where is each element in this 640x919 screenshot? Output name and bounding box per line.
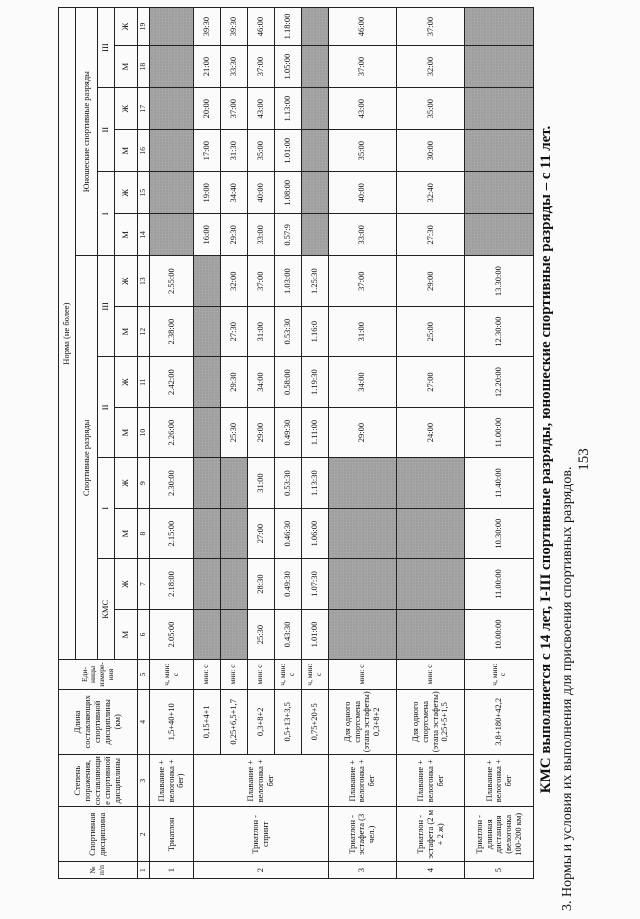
header-f: Ж [115, 172, 138, 214]
norm-cell: 11.40:00 [465, 458, 534, 508]
norm-cell: 12.20:00 [465, 357, 534, 407]
length-cell: 0,25+6,5+1,7 [220, 689, 247, 754]
norms-table [58, 7, 534, 879]
table-row [247, 8, 274, 879]
norm-cell: 27:30 [397, 214, 465, 256]
norm-cell: 31:00 [247, 306, 274, 356]
empty-shaded-cell [328, 508, 396, 558]
norm-cell: 27:00 [247, 508, 274, 558]
norm-cell: 37:00 [328, 256, 396, 306]
norm-cell: 0.53:30 [274, 458, 301, 508]
norm-cell: 1.13:00 [274, 88, 301, 130]
degree-cell: Плавание + велогонка + бег [193, 754, 328, 807]
norm-cell: 29:00 [397, 256, 465, 306]
header-youth-rank-3: III [98, 8, 115, 88]
column-number: 10 [137, 407, 149, 457]
degree-cell: Плавание + велогонка + бег) [150, 754, 194, 807]
header-length: Длина составляющих спортивной дисциплины (км) [59, 689, 138, 754]
norm-cell: 35:00 [397, 88, 465, 130]
length-cell: Для одного спортсмена (этапа эстафеты) 0,3+8+2 [328, 689, 396, 754]
empty-shaded-cell [193, 609, 220, 659]
empty-shaded-cell [301, 46, 328, 88]
norm-cell: 35:00 [247, 130, 274, 172]
norm-cell: 43:00 [247, 88, 274, 130]
norm-cell: 40:00 [247, 172, 274, 214]
header-m: М [115, 214, 138, 256]
norm-cell: 37:00 [247, 46, 274, 88]
row-number: 2 [193, 862, 328, 879]
table-row [465, 8, 534, 879]
norm-cell: 33:00 [247, 214, 274, 256]
norm-cell: 19:00 [193, 172, 220, 214]
empty-shaded-cell [465, 172, 534, 214]
unit-cell: мин: с [397, 660, 465, 689]
norm-cell: 12.30:00 [465, 306, 534, 356]
norm-cell: 34:00 [328, 357, 396, 407]
norm-cell: 33:00 [328, 214, 396, 256]
empty-shaded-cell [193, 458, 220, 508]
header-m: М [115, 508, 138, 558]
norm-cell: 25:00 [397, 306, 465, 356]
norm-cell: 35:00 [328, 130, 396, 172]
discipline-cell: Триатлон - спринт [193, 807, 328, 862]
unit-cell: ч, мин: с [274, 660, 301, 689]
header-kms: КМС [98, 559, 115, 660]
empty-shaded-cell [465, 8, 534, 46]
norm-cell: 0.49:30 [274, 407, 301, 457]
norm-cell: 1.01:00 [274, 130, 301, 172]
column-number: 19 [137, 8, 149, 46]
column-number: 5 [137, 660, 149, 689]
empty-shaded-cell [193, 407, 220, 457]
header-f: Ж [115, 8, 138, 46]
row-number: 4 [397, 862, 465, 879]
norm-cell: 31:00 [247, 458, 274, 508]
norm-cell: 2.38:00 [150, 306, 194, 356]
header-f: Ж [115, 357, 138, 407]
norm-cell: 2.30:00 [150, 458, 194, 508]
norm-cell: 32:00 [220, 256, 247, 306]
header-f: Ж [115, 559, 138, 609]
norm-cell: 1.25:30 [301, 256, 328, 306]
empty-shaded-cell [220, 609, 247, 659]
header-m: М [115, 46, 138, 88]
table-row [301, 8, 328, 879]
norm-cell: 29:30 [220, 357, 247, 407]
norm-cell: 10.30:00 [465, 508, 534, 558]
header-norm: Норма (не более) [59, 8, 76, 660]
header-youth-ranks: Юношеские спортивные разряды [75, 8, 98, 256]
norm-cell: 0.58:00 [274, 357, 301, 407]
degree-cell: Плавание + велогонка + бег [465, 754, 534, 807]
norm-cell: 2.55:00 [150, 256, 194, 306]
empty-shaded-cell [397, 458, 465, 508]
empty-shaded-cell [301, 130, 328, 172]
norm-cell: 1.16:0 [301, 306, 328, 356]
header-youth-rank-1: I [98, 172, 115, 256]
length-cell: 0,3+8+2 [247, 689, 274, 754]
column-number: 17 [137, 88, 149, 130]
norm-cell: 20:00 [193, 88, 220, 130]
unit-cell: мин: с [247, 660, 274, 689]
length-cell: 0,15+4+1 [193, 689, 220, 754]
norm-cell: 1.19:30 [301, 357, 328, 407]
empty-shaded-cell [193, 306, 220, 356]
norm-cell: 11.00:00 [465, 559, 534, 609]
row-number: 5 [465, 862, 534, 879]
empty-shaded-cell [193, 357, 220, 407]
header-m: М [115, 130, 138, 172]
column-number-row [137, 8, 149, 879]
section-heading: 3. Нормы и условия их выполнения для присвоения спортивных разрядов. [560, 466, 575, 911]
header-rank-2: II [98, 357, 115, 458]
header-rank-1: I [98, 458, 115, 559]
empty-shaded-cell [220, 559, 247, 609]
empty-shaded-cell [150, 172, 194, 214]
column-number: 11 [137, 357, 149, 407]
empty-shaded-cell [220, 508, 247, 558]
header-f: Ж [115, 88, 138, 130]
norm-cell: 27:30 [220, 306, 247, 356]
empty-shaded-cell [193, 559, 220, 609]
table-row [193, 8, 220, 879]
column-number: 16 [137, 130, 149, 172]
norm-cell: 33:30 [220, 46, 247, 88]
norm-cell: 37:00 [328, 46, 396, 88]
row-number: 1 [150, 862, 194, 879]
discipline-cell: Триатлон [150, 807, 194, 862]
norm-cell: 1.11:00 [301, 407, 328, 457]
empty-shaded-cell [465, 130, 534, 172]
empty-shaded-cell [150, 130, 194, 172]
column-number: 8 [137, 508, 149, 558]
header-num: № п/п [59, 862, 138, 879]
norm-cell: 1.05:00 [274, 46, 301, 88]
length-cell: 3,8+180+42,2 [465, 689, 534, 754]
norm-cell: 21:00 [193, 46, 220, 88]
degree-cell: Плавание + велогонка + бег [328, 754, 396, 807]
header-f: Ж [115, 458, 138, 508]
column-number: 1 [137, 862, 149, 879]
page-number: 153 [576, 448, 592, 471]
empty-shaded-cell [397, 609, 465, 659]
empty-shaded-cell [301, 214, 328, 256]
norm-cell: 37:00 [220, 88, 247, 130]
norm-cell: 0.53:30 [274, 306, 301, 356]
norm-cell: 39:30 [193, 8, 220, 46]
column-number: 13 [137, 256, 149, 306]
empty-shaded-cell [328, 559, 396, 609]
empty-shaded-cell [150, 46, 194, 88]
table-row [397, 8, 465, 879]
norm-cell: 1.01:00 [301, 609, 328, 659]
header-unit: Еди-ницы измере-ния [59, 660, 138, 689]
column-number: 6 [137, 609, 149, 659]
degree-cell: Плавание + велогонка + бег [397, 754, 465, 807]
norm-cell: 1.13:30 [301, 458, 328, 508]
column-number: 2 [137, 807, 149, 862]
norm-cell: 1.18:00 [274, 8, 301, 46]
norm-cell: 31:00 [328, 306, 396, 356]
norm-cell: 24:00 [397, 407, 465, 457]
table-row [274, 8, 301, 879]
norm-cell: 0.43:30 [274, 609, 301, 659]
empty-shaded-cell [397, 508, 465, 558]
unit-cell: мин: с [193, 660, 220, 689]
norm-cell: 34:40 [220, 172, 247, 214]
column-number: 14 [137, 214, 149, 256]
discipline-cell: Триатлон - длинная дистанция (велогонка 100-200 км) [465, 807, 534, 862]
norm-cell: 40:00 [328, 172, 396, 214]
norm-cell: 43:00 [328, 88, 396, 130]
empty-shaded-cell [301, 88, 328, 130]
header-youth-rank-2: II [98, 88, 115, 172]
empty-shaded-cell [220, 458, 247, 508]
length-cell: 0,75+20+5 [301, 689, 328, 754]
norm-cell: 11.00:00 [465, 407, 534, 457]
norm-cell: 39:30 [220, 8, 247, 46]
unit-cell: ч, мин: с [465, 660, 534, 689]
empty-shaded-cell [193, 256, 220, 306]
norm-cell: 17:00 [193, 130, 220, 172]
header-degree: Степень поражения, составляющи е спортивной дисциплины [59, 754, 138, 807]
empty-shaded-cell [150, 214, 194, 256]
norm-cell: 29:30 [220, 214, 247, 256]
norm-cell: 25:30 [247, 609, 274, 659]
empty-shaded-cell [328, 609, 396, 659]
norm-cell: 2.15:00 [150, 508, 194, 558]
norm-cell: 0.46:30 [274, 508, 301, 558]
column-number: 4 [137, 689, 149, 754]
norm-cell: 34:00 [247, 357, 274, 407]
length-cell: 0,5+13+3,5 [274, 689, 301, 754]
empty-shaded-cell [465, 214, 534, 256]
header-rank-3: III [98, 256, 115, 357]
norm-cell: 0.49:30 [274, 559, 301, 609]
norm-cell: 27:00 [397, 357, 465, 407]
table-row [328, 8, 396, 879]
unit-cell: ч, мин: с [301, 660, 328, 689]
norm-cell: 1.06:00 [301, 508, 328, 558]
empty-shaded-cell [150, 88, 194, 130]
header-m: М [115, 609, 138, 659]
table-row [150, 8, 194, 879]
norm-cell: 46:00 [328, 8, 396, 46]
norm-cell: 28:30 [247, 559, 274, 609]
norm-cell: 30:00 [397, 130, 465, 172]
header-sport-ranks: Спортивные разряды [75, 256, 98, 660]
norm-cell: 2.05:00 [150, 609, 194, 659]
norm-cell: 46:00 [247, 8, 274, 46]
table-row [220, 8, 247, 879]
norm-cell: 2.26:00 [150, 407, 194, 457]
empty-shaded-cell [465, 46, 534, 88]
empty-shaded-cell [301, 172, 328, 214]
column-number: 3 [137, 754, 149, 807]
norm-cell: 29:00 [328, 407, 396, 457]
norm-cell: 25:30 [220, 407, 247, 457]
empty-shaded-cell [328, 458, 396, 508]
norm-cell: 31:30 [220, 130, 247, 172]
length-cell: Для одного спортсмена (этапа эстафеты) 0,25+5+1,5 [397, 689, 465, 754]
header-m: М [115, 306, 138, 356]
norm-cell: 2.42:00 [150, 357, 194, 407]
norm-cell: 37:00 [247, 256, 274, 306]
unit-cell: мин: с [220, 660, 247, 689]
column-number: 12 [137, 306, 149, 356]
norm-cell: 10.00:00 [465, 609, 534, 659]
header-f: Ж [115, 256, 138, 306]
norm-cell: 32:40 [397, 172, 465, 214]
empty-shaded-cell [465, 88, 534, 130]
unit-cell: ч, мин: с [150, 660, 194, 689]
norm-cell: 2.18:00 [150, 559, 194, 609]
empty-shaded-cell [150, 8, 194, 46]
norm-cell: 1.07:30 [301, 559, 328, 609]
norm-cell: 13.30:00 [465, 256, 534, 306]
norm-cell: 1.08:00 [274, 172, 301, 214]
empty-shaded-cell [397, 559, 465, 609]
length-cell: 1,5+40+10 [150, 689, 194, 754]
discipline-cell: Триатлон - эстафета (2 м + 2 ж) [397, 807, 465, 862]
norm-cell: 37:00 [397, 8, 465, 46]
empty-shaded-cell [301, 8, 328, 46]
column-number: 7 [137, 559, 149, 609]
norm-cell: 16:00 [193, 214, 220, 256]
discipline-cell: Триатлон - эстафета (3 чел.) [328, 807, 396, 862]
norm-cell: 29:00 [247, 407, 274, 457]
row-number: 3 [328, 862, 396, 879]
unit-cell: мин: с [328, 660, 396, 689]
norm-cell: 32:00 [397, 46, 465, 88]
column-number: 9 [137, 458, 149, 508]
norm-cell: 1.03:00 [274, 256, 301, 306]
subheading: КМС выполняется с 14 лет, I-III спортивные разряды, юношеские спортивные разряды – с 11 лет. [538, 125, 554, 794]
header-m: М [115, 407, 138, 457]
column-number: 18 [137, 46, 149, 88]
column-number: 15 [137, 172, 149, 214]
empty-shaded-cell [193, 508, 220, 558]
header-discipline: Спортивная дисциплина [59, 807, 138, 862]
norm-cell: 0.57:9 [274, 214, 301, 256]
